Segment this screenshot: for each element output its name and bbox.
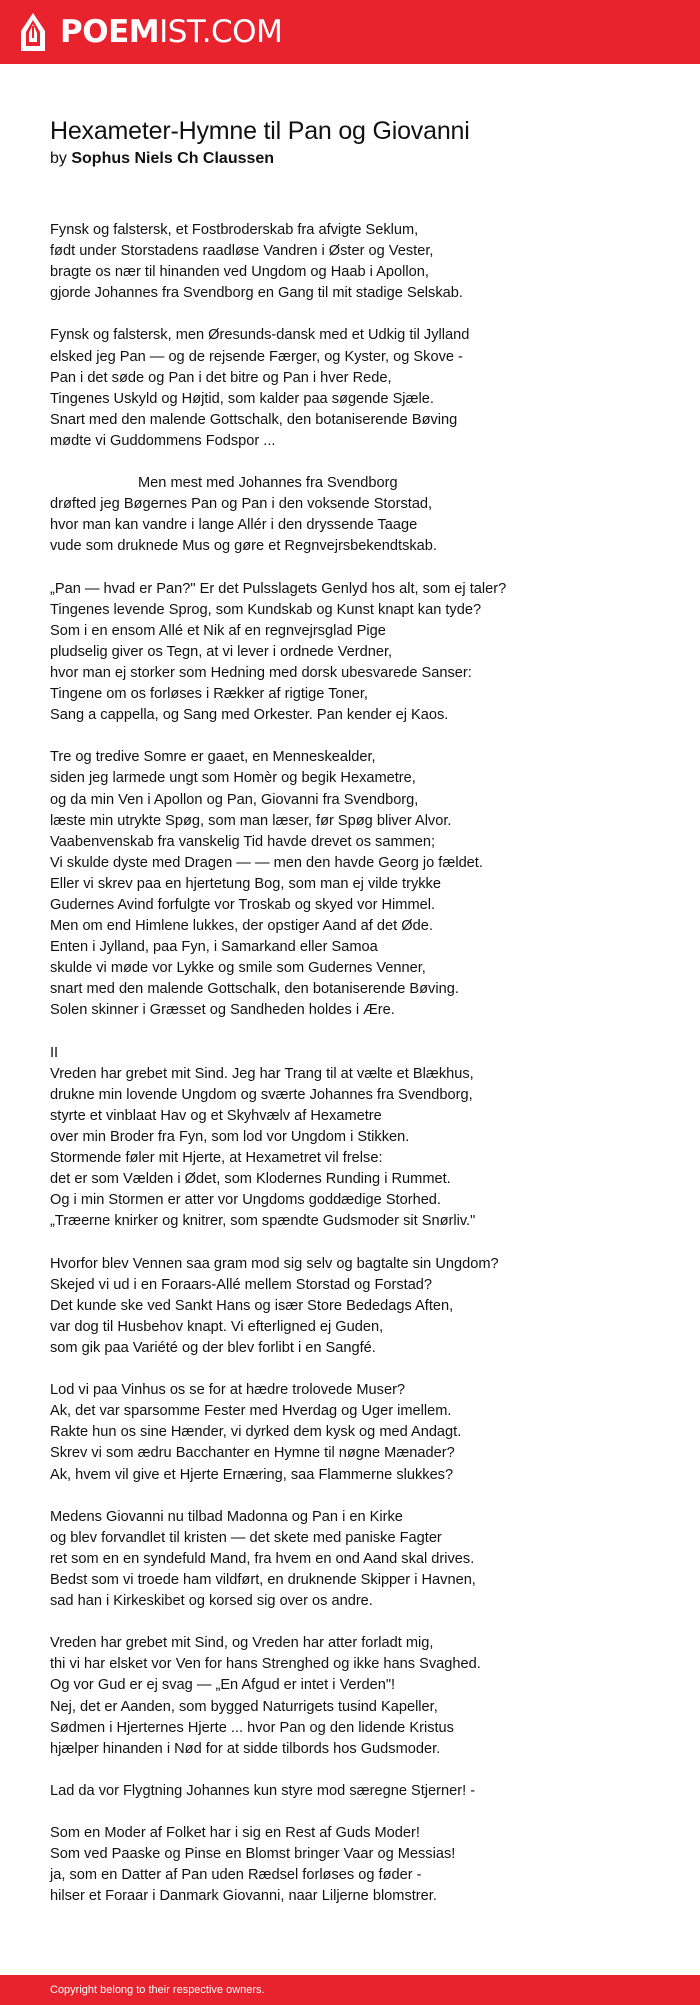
poem-line: Hvorfor blev Vennen saa gram mod sig selv og bagtalte sin Ungdom? <box>50 1255 499 1272</box>
poem-line: var dog til Husbehov knapt. Vi efterligned ej Guden, <box>50 1318 384 1335</box>
poem-line: thi vi har elsket vor Ven for hans Strenghed og ikke hans Svaghed. <box>50 1656 481 1673</box>
poem-stanza <box>50 1781 670 1802</box>
poem-line: det er som Vælden i Ødet, som Klodernes Runding i Rummet. <box>50 1171 451 1188</box>
poem-stanza <box>50 1043 670 1233</box>
poem-line: Skrev vi som ædru Bacchanter en Hymne til nøgne Mænader? <box>50 1445 455 1462</box>
poem-line: Fynsk og falstersk, men Øresunds-dansk med et Udkig til Jylland <box>50 327 470 344</box>
site-logo[interactable] <box>60 13 283 50</box>
poem-stanza <box>50 325 670 452</box>
poem-stanza <box>50 1823 670 1907</box>
poem-line: Gudernes Avind forfulgte vor Troskab og skyed vor Himmel. <box>50 897 436 913</box>
poem-line: som gik paa Variété og der blev forlibt i en Sangfé. <box>50 1339 376 1356</box>
poem-line: Men om end Himlene lukkes, der opstiger Aand af det Øde. <box>50 918 433 935</box>
poem-line: sad han i Kirkeskibet og korsed sig over os andre. <box>50 1593 373 1610</box>
poem-line: gjorde Johannes fra Svendborg en Gang til mit stadige Selskab. <box>50 285 463 302</box>
poem-line: Tingene om os forløses i Rækker af rigtige Toner, <box>50 686 368 703</box>
byline-prefix: by <box>50 150 67 167</box>
poem-line: „Træerne knirker og knitrer, som spændte Gudsmoder sit Snørliv." <box>50 1213 476 1230</box>
poem-line: Lod vi paa Vinhus os se for at hædre trolovede Muser? <box>50 1382 406 1399</box>
poem-line: hvor man ej storker som Hedning med dorsk ubesvarede Sanser: <box>50 664 472 681</box>
poem-stanza <box>50 747 670 1021</box>
poem-line: mødte vi Guddommens Fodspor ... <box>50 432 276 449</box>
poem-line: Vi skulde dyste med Dragen — — men den havde Georg jo fældet. <box>50 854 483 871</box>
poem-line: Men mest med Johannes fra Svendborg <box>138 475 398 492</box>
logo-bold-text: POEM <box>60 13 160 50</box>
poem-line: Sang a cappella, og Sang med Orkester. Pan kender ej Kaos. <box>50 707 449 724</box>
poem-line: Vaabenvenskab fra vanskelig Tid havde drevet os sammen; <box>50 833 436 850</box>
poem-line: Skejed vi ud i en Foraars-Allé mellem Storstad og Forstad? <box>50 1276 433 1293</box>
poem-line: Rakte hun os sine Hænder, vi dyrked dem kysk og med Andagt. <box>50 1424 462 1441</box>
copyright-text: Copyright belong to their respective owners. <box>50 1984 265 1996</box>
poem-line: styrte et vinblaat Hav og et Skyhvælv af Hexametre <box>50 1107 382 1124</box>
poem-heading <box>50 116 660 170</box>
poem-line: hvor man kan vandre i lange Allér i den dryssende Taage <box>50 517 418 534</box>
poem-line: født under Storstadens raadløse Vandren i Øster og Vester, <box>50 243 434 260</box>
author-name: Sophus Niels Ch Claussen <box>71 150 275 167</box>
poem-line: Som ved Paaske og Pinse en Blomst bringer Vaar og Messias! <box>50 1846 456 1863</box>
poem-line: Snart med den malende Gottschalk, den botaniserende Bøving <box>50 411 458 428</box>
poem-line: over min Broder fra Fyn, som lod vor Ungdom i Stikken. <box>50 1129 410 1146</box>
poem-line: drukne min lovende Ungdom og sværte Johannes fra Svendborg, <box>50 1086 473 1103</box>
poem-line: II <box>50 1044 59 1061</box>
poem-body <box>50 220 670 1929</box>
poem-line: Tingenes Uskyld og Højtid, som kalder paa søgende Sjæle. <box>50 390 434 407</box>
poem-line: Vreden har grebet mit Sind, og Vreden har atter forladt mig, <box>50 1635 434 1652</box>
poem-title: Hexameter-Hymne til Pan og Giovanni <box>50 117 470 145</box>
site-header <box>0 0 700 64</box>
poem-line: ret som en en syndefuld Mand, fra hvem en ond Aand skal drives. <box>50 1550 475 1567</box>
poem-stanza <box>50 473 670 557</box>
poem-line: hilser et Foraar i Danmark Giovanni, naar Liljerne blomstrer. <box>50 1888 437 1905</box>
poem-line: Tingenes levende Sprog, som Kundskab og Kunst knapt kan tyde? <box>50 601 482 618</box>
poem-line: Nej, det er Aanden, som bygged Naturrigets tusind Kapeller, <box>50 1698 438 1715</box>
poem-line: skulde vi møde vor Lykke og smile som Gudernes Venner, <box>50 960 426 977</box>
poem-line: drøfted jeg Bøgernes Pan og Pan i den voksende Storstad, <box>50 496 433 513</box>
poem-line: siden jeg larmede ungt som Homèr og begik Hexametre, <box>50 770 416 787</box>
poem-line: „Pan — hvad er Pan?" Er det Pulsslagets Genlyd hos alt, som ej taler? <box>50 580 507 597</box>
poem-line: Og i min Stormen er atter vor Ungdoms goddædige Storhed. <box>50 1192 441 1209</box>
poem-line: ja, som en Datter af Pan uden Rædsel forløses og føder - <box>50 1867 422 1884</box>
poem-line: Vreden har grebet mit Sind. Jeg har Trang til at vælte et Blækhus, <box>50 1065 474 1082</box>
poem-line: vude som druknede Mus og gøre et Regnvejrsbekendtskab. <box>50 538 437 555</box>
poem-stanza <box>50 1633 670 1760</box>
poem-line: Som i en ensom Allé et Nik af en regnvejrsglad Pige <box>50 622 386 639</box>
poem-line: Det kunde ske ved Sankt Hans og især Store Bededags Aften, <box>50 1297 454 1314</box>
poem-line: snart med den malende Gottschalk, den botaniserende Bøving. <box>50 981 459 998</box>
poem-line: Stormende føler mit Hjerte, at Hexametret vil frelse: <box>50 1150 383 1167</box>
poem-line: Eller vi skrev paa en hjertetung Bog, som man ej vilde trykke <box>50 875 441 892</box>
poem-line: pludselig giver os Tegn, at vi lever i ordnede Verdner, <box>50 643 393 660</box>
pen-nib-icon[interactable] <box>20 12 46 52</box>
poem-stanza <box>50 1254 670 1359</box>
poem-line: Enten i Jylland, paa Fyn, i Samarkand eller Samoa <box>50 939 378 956</box>
poem-stanza <box>50 1507 670 1612</box>
poem-line: Tre og tredive Somre er gaaet, en Menneskealder, <box>50 749 376 766</box>
poem-line: Ak, det var sparsomme Fester med Hverdag og Uger imellem. <box>50 1403 452 1420</box>
poem-line: Lad da vor Flygtning Johannes kun styre mod særegne Stjerner! - <box>50 1782 476 1799</box>
poem-line: Sødmen i Hjerternes Hjerte ... hvor Pan og den lidende Kristus <box>50 1719 454 1736</box>
poem-line: Fynsk og falstersk, et Fostbroderskab fra afvigte Seklum, <box>50 222 419 238</box>
poem-line: Ak, hvem vil give et Hjerte Ernæring, saa Flammerne slukkes? <box>50 1466 454 1483</box>
poem-line: læste min utrykte Spøg, som man læser, før Spøg bliver Alvor. <box>50 812 452 829</box>
poem-line: og da min Ven i Apollon og Pan, Giovanni fra Svendborg, <box>50 791 419 808</box>
poem-line: bragte os nær til hinanden ved Ungdom og Haab i Apollon, <box>50 264 429 281</box>
byline <box>50 148 660 170</box>
poem-line: og blev forvandlet til kristen — det skete med paniske Fagter <box>50 1529 442 1546</box>
poem-stanza <box>50 1380 670 1485</box>
poem-line: Solen skinner i Græsset og Sandheden holdes i Ære. <box>50 1002 395 1019</box>
poem-line: Medens Giovanni nu tilbad Madonna og Pan i en Kirke <box>50 1508 403 1525</box>
poem-line: Bedst som vi troede ham vildført, en druknende Skipper i Havnen, <box>50 1572 476 1588</box>
logo-light-text: IST.COM <box>159 13 283 50</box>
poem-line: Pan i det søde og Pan i det bitre og Pan i hver Rede, <box>50 369 392 386</box>
site-footer <box>0 1975 700 2005</box>
poem-line: elsked jeg Pan — og de rejsende Færger, og Kyster, og Skove - <box>50 348 463 365</box>
poem-line: Og vor Gud er ej svag — „En Afgud er intet i Verden"! <box>50 1677 396 1694</box>
poem-line: Som en Moder af Folket har i sig en Rest af Guds Moder! <box>50 1825 420 1842</box>
poem-stanza <box>50 579 670 727</box>
poem-stanza <box>50 220 670 304</box>
poem-line: hjælper hinanden i Nød for at sidde tilbords hos Gudsmoder. <box>50 1740 441 1757</box>
